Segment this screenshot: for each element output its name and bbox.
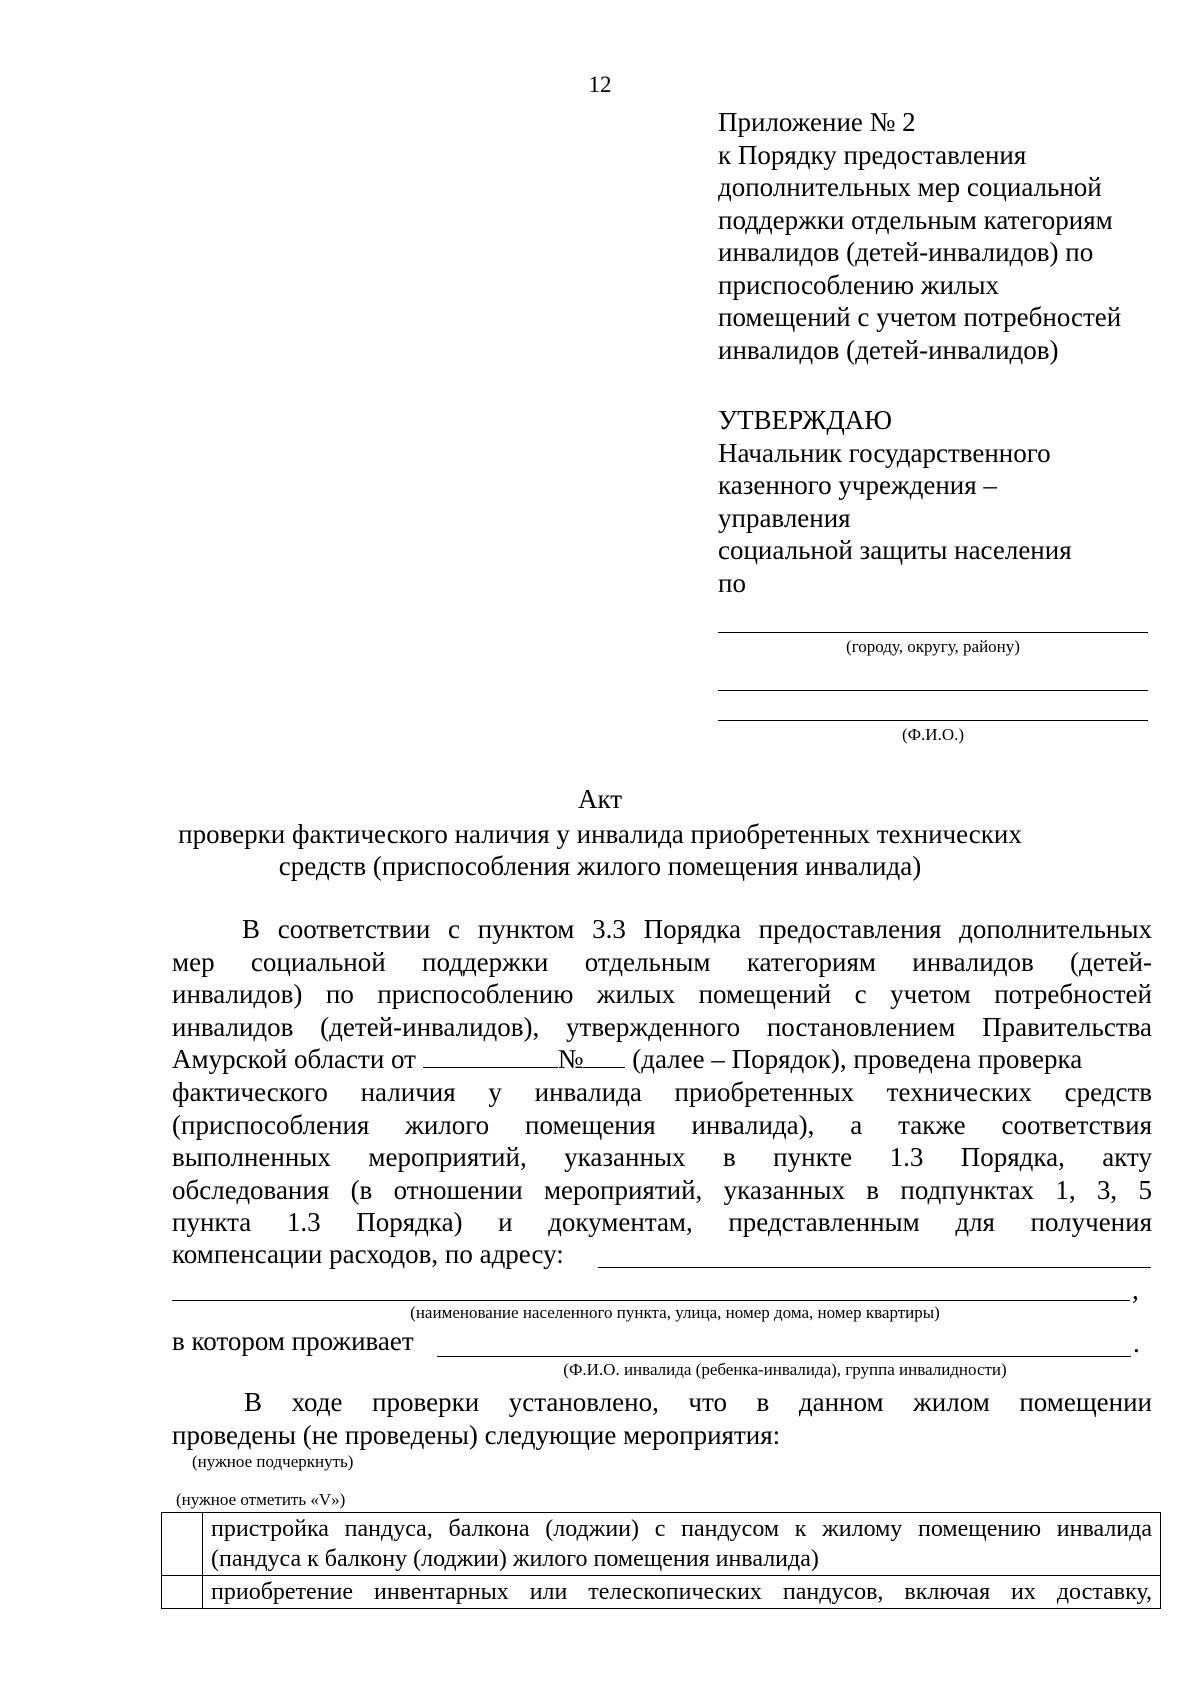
- appendix-line: поддержки отдельным категориям: [718, 204, 1113, 235]
- paragraph-line: обследования (в отношении мероприятий, указанных в подпунктах 1, 3, 5: [172, 1174, 1152, 1205]
- address-label: компенсации расходов, по адресу:: [172, 1239, 564, 1269]
- appendix-line: приспособлению жилых: [718, 269, 1000, 300]
- paragraph-line: фактического наличия у инвалида приобретенных технических средств: [172, 1076, 1152, 1107]
- appendix-line: помещений с учетом потребностей: [718, 302, 1122, 332]
- date-blank[interactable]: [423, 1045, 558, 1068]
- resident-caption: (Ф.И.О. инвалида (ребенка-инвалида), группа инвалидности): [563, 1360, 1007, 1379]
- measure-checkbox[interactable]: [162, 1576, 203, 1609]
- measures-table: [161, 1512, 1161, 1609]
- approval-block: [718, 404, 1158, 599]
- paragraph-line: В ходе проверки установлено, что в данном жилом помещении: [244, 1387, 1152, 1417]
- act-subtitle-line: средств (приспособления жилого помещения инвалида): [278, 851, 922, 881]
- signature-fill-line: [718, 690, 1148, 691]
- resident-fill-line[interactable]: [437, 1356, 1131, 1357]
- appendix-line: инвалидов (детей-инвалидов) по: [718, 237, 1094, 267]
- area-fill-line: [718, 632, 1148, 633]
- paragraph-line: В соответствии с пунктом 3.3 Порядка предоставления дополнительных: [242, 914, 1152, 944]
- findings-paragraph: [172, 1386, 1152, 1451]
- order-reference-text: (далее – Порядок), проведена проверка: [632, 1044, 1083, 1075]
- address-fill-line-2[interactable]: [172, 1300, 1130, 1301]
- underline-hint: (нужное подчеркнуть): [192, 1452, 354, 1471]
- paragraph-line: инвалидов (детей-инвалидов), утвержденного постановлением Правительства: [172, 1011, 1152, 1042]
- number-sign: №: [557, 1044, 584, 1075]
- approval-line: казенного учреждения –: [718, 470, 997, 500]
- approval-line: Начальник государственного: [718, 437, 1051, 468]
- region-text: Амурской области от: [172, 1044, 416, 1075]
- main-paragraph: [172, 913, 1152, 1239]
- measure-checkbox[interactable]: [162, 1513, 203, 1576]
- approval-line: социальной защиты населения: [718, 535, 1072, 565]
- fio-fill-line: [718, 720, 1148, 721]
- paragraph-line: пункта 1.3 Порядка) и документам, представленным для получения: [172, 1207, 1152, 1238]
- address-comma: ,: [1132, 1275, 1139, 1305]
- approval-line: управления: [718, 502, 851, 533]
- approval-line: по: [718, 567, 746, 598]
- act-subtitle-line: проверки фактического наличия у инвалида приобретенных технических: [178, 819, 1022, 849]
- table-row: [162, 1513, 1161, 1576]
- page-number: 12: [588, 72, 612, 97]
- resident-period: .: [1133, 1328, 1140, 1358]
- paragraph-line: мер социальной поддержки отдельным категориям инвалидов (детей-: [172, 946, 1152, 977]
- appendix-line: к Порядку предоставления: [718, 139, 1027, 170]
- paragraph-line: проведены (не проведены) следующие мероприятия:: [172, 1419, 781, 1450]
- number-blank[interactable]: [583, 1045, 625, 1068]
- paragraph-line: (приспособления жилого помещения инвалида), а также соответствия: [172, 1109, 1152, 1140]
- appendix-line: инвалидов (детей-инвалидов): [718, 334, 1059, 365]
- paragraph-line: выполненных мероприятий, указанных в пункте 1.3 Порядка, акту: [172, 1142, 1152, 1173]
- address-caption: (наименование населенного пункта, улица, номер дома, номер квартиры): [410, 1303, 940, 1322]
- address-fill-line[interactable]: [598, 1267, 1151, 1268]
- area-caption: (городу, округу, району): [846, 637, 1020, 656]
- approval-heading: УТВЕРЖДАЮ: [718, 405, 893, 435]
- act-title: Акт: [577, 784, 623, 814]
- measure-text: пристройка пандуса, балкона (лоджии) с пандусом к жилому помещению инвалида (пандуса к балкону (лоджии) жилого помещения инвалида): [203, 1513, 1161, 1576]
- mark-hint: (нужное отметить «V»): [176, 1490, 346, 1509]
- fio-caption: (Ф.И.О.): [901, 725, 965, 744]
- appendix-line: Приложение № 2: [718, 107, 916, 137]
- resident-label: в котором проживает: [172, 1326, 414, 1356]
- measure-text: приобретение инвентарных или телескопических пандусов, включая их доставку,: [203, 1576, 1161, 1609]
- paragraph-line-with-blanks: [172, 1043, 1152, 1076]
- appendix-header: [718, 106, 1158, 366]
- appendix-line: дополнительных мер социальной: [718, 172, 1102, 202]
- table-row: [162, 1576, 1161, 1609]
- paragraph-line: инвалидов) по приспособлению жилых помещений с учетом потребностей: [172, 979, 1152, 1010]
